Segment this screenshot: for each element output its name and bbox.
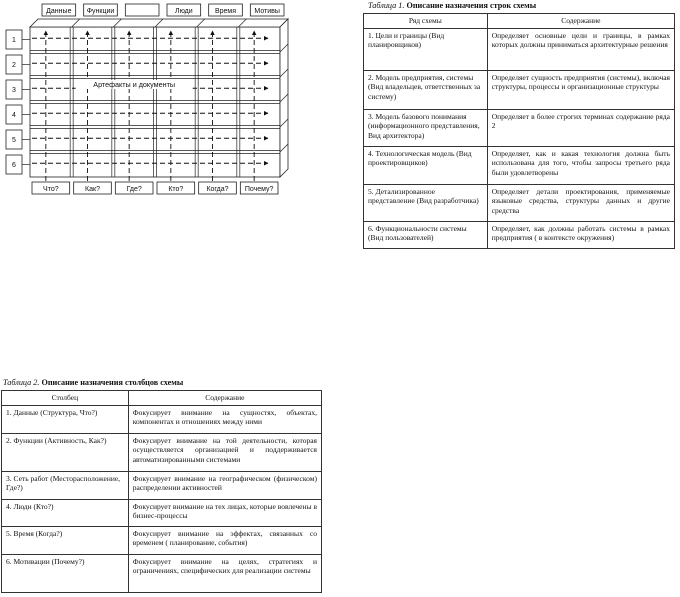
row-number-label: 2 (12, 62, 16, 69)
column-header-label: Функции (86, 8, 115, 15)
table-cell: 4. Люди (Кто?) (2, 500, 129, 527)
column-header-label: Люди (174, 8, 193, 15)
table2-caption (3, 378, 183, 387)
table-cell: 5. Детализированное представление (Вид разработчика) (364, 185, 488, 222)
question-label: Кто? (168, 186, 184, 193)
table1-caption (368, 1, 536, 10)
table-cell: 1. Цели и границы (Вид планировщиков) (364, 29, 488, 71)
table2 (1, 390, 322, 593)
table-cell: Фокусирует внимание на той деятельности, которая осуществляется организацией и поддерживается автоматизированными системами (128, 434, 321, 472)
table-row (2, 527, 322, 555)
table-cell: Определяет детали проектирования, применяемые языковые средства, структуры данных и другие средства (487, 185, 674, 222)
table1-header-cell: Ряд схемы (364, 14, 488, 29)
table1-header-row (364, 14, 675, 29)
table-row (2, 555, 322, 593)
table-row (2, 500, 322, 527)
table-row (364, 71, 675, 110)
table-cell: Определяет сущность предприятия (системы), включая структуры, процессы и организационные структуры (487, 71, 674, 110)
table-row (2, 406, 322, 434)
table-row (364, 110, 675, 147)
table-cell: Определяет основные цели и границы, в рамках которых должны приниматься архитектурные решения (487, 29, 674, 71)
row-number-label: 6 (12, 162, 16, 169)
table1-caption-prefix: Таблица 1. (368, 1, 405, 10)
question-label: Как? (85, 186, 100, 193)
table-cell: Определяет, как должны работать системы в рамках предприятия ( в контексте окружения) (487, 222, 674, 249)
table-row (364, 222, 675, 249)
column-header-label: Время (214, 8, 237, 15)
table-cell: Фокусирует внимание на географическом (физическом) распределении активностей (128, 472, 321, 500)
row-number-label: 1 (12, 37, 16, 44)
question-label: Где? (126, 186, 142, 193)
table-cell: 5. Время (Когда?) (2, 527, 129, 555)
table2-header-cell: Столбец (2, 391, 129, 406)
row-number-label: 3 (12, 87, 16, 94)
table-cell: Фокусирует внимание на целях, стратегиях и ограничениях, специфических для реализации системы (128, 555, 321, 593)
table2-header-row (2, 391, 322, 406)
table-cell: 2. Функции (Активность, Как?) (2, 434, 129, 472)
question-label: Почему? (244, 186, 274, 193)
table2-header-cell: Содержание (128, 391, 321, 406)
table-cell: 6. Функциональности системы (Вид пользователей) (364, 222, 488, 249)
table1 (363, 13, 675, 249)
question-label: Что? (43, 186, 59, 193)
center-label: Артефакты и документы (93, 80, 176, 89)
table1-header-cell: Содержание (487, 14, 674, 29)
table2-caption-prefix: Таблица 2. (3, 378, 40, 387)
zachman-framework-diagram (0, 0, 300, 200)
table-cell: 3. Модель базового понимания (информационного представления, Вид архитектора) (364, 110, 488, 147)
table1-caption-title: Описание назначения строк схемы (406, 1, 537, 10)
column-header-box (125, 4, 159, 16)
table-cell: Фокусирует внимание на эффектах, связанных со временем ( планирование, события) (128, 527, 321, 555)
table-cell: Фокусирует внимание на сущностях, объектах, компонентах и отношениях между ними (128, 406, 321, 434)
column-header-label: Данные (46, 8, 72, 15)
question-label: Когда? (206, 186, 229, 193)
table-row (364, 147, 675, 185)
table-cell: 2. Модель предприятия, системы (Вид владельцев, ответственных за систему) (364, 71, 488, 110)
table-cell: 6. Мотивации (Почему?) (2, 555, 129, 593)
table-cell: 4. Технологическая модель (Вид проектировщиков) (364, 147, 488, 185)
table-row (364, 29, 675, 71)
column-header-label: Мотивы (254, 8, 280, 15)
table-row (2, 434, 322, 472)
table-cell: Определяет, как и какая технология должна быть использована для того, чтобы запросы третьего ряда были удовлетворены (487, 147, 674, 185)
row-number-label: 5 (12, 137, 16, 144)
table-row (364, 185, 675, 222)
table-cell: 3. Сеть работ (Месторасположение, Где?) (2, 472, 129, 500)
table2-caption-title: Описание назначения столбцов схемы (41, 378, 184, 387)
table-cell: Определяет в более строгих терминах содержание ряда 2 (487, 110, 674, 147)
table-cell: Фокусирует внимание на тех лицах, которые вовлечены в бизнес-процессы (128, 500, 321, 527)
table-cell: 1. Данные (Структура, Что?) (2, 406, 129, 434)
row-number-label: 4 (12, 112, 16, 119)
table-row (2, 472, 322, 500)
